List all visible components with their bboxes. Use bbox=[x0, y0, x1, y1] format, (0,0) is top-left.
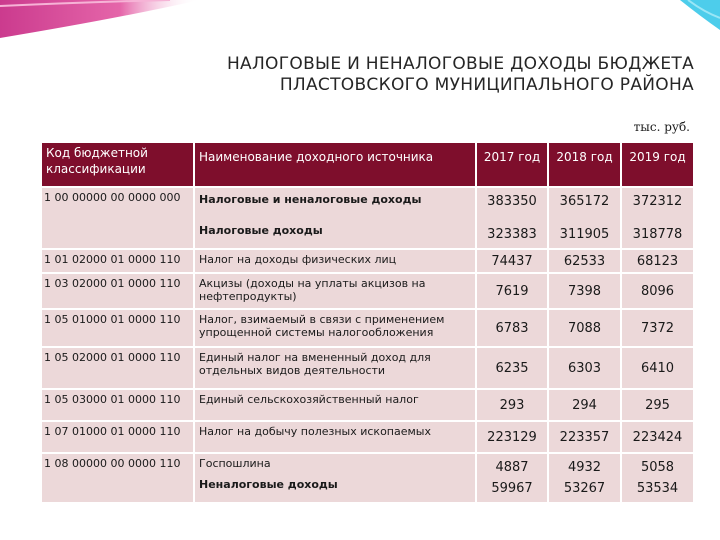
row-value-2018: 294 bbox=[548, 389, 621, 421]
row-value-2018: 311905 bbox=[559, 227, 610, 242]
row-value-2018: 7398 bbox=[548, 273, 621, 309]
row-value-2019: 6410 bbox=[621, 347, 694, 389]
row-code: 1 07 01000 01 0000 110 bbox=[42, 421, 194, 453]
row-value-2019: 8096 bbox=[621, 273, 694, 309]
row-value-2018: 62533 bbox=[548, 249, 621, 273]
row-value-2019: 5058 bbox=[640, 460, 675, 475]
row-value-2019: 318778 bbox=[632, 227, 683, 242]
row-name: Единый налог на вмененный доход для отдельных видов деятельности bbox=[194, 347, 476, 389]
table-row bbox=[42, 347, 694, 389]
row-value-2019: 295 bbox=[621, 389, 694, 421]
row-value-2017: 383350 bbox=[487, 194, 537, 209]
row-name: Налоговые и неналоговые доходы bbox=[199, 193, 422, 206]
row-value-2019: 68123 bbox=[621, 249, 694, 273]
row-value-2019: 223424 bbox=[621, 421, 694, 453]
decorative-ribbon-left bbox=[0, 0, 200, 40]
row-name: Акцизы (доходы на уплаты акцизов на нефтепродукты) bbox=[194, 273, 476, 309]
row-value-2019: 53534 bbox=[636, 481, 679, 496]
table-header-row bbox=[42, 143, 694, 187]
row-value-2017: 293 bbox=[476, 389, 548, 421]
row-value-2017: 6235 bbox=[476, 347, 548, 389]
row-code: 1 03 02000 01 0000 110 bbox=[42, 273, 194, 309]
table-row bbox=[42, 309, 694, 347]
header-2017: 2017 год bbox=[476, 143, 548, 187]
row-value-2018: 223357 bbox=[548, 421, 621, 453]
row-name: Налог на доходы физических лиц bbox=[194, 249, 476, 273]
row-value-2019: 7372 bbox=[621, 309, 694, 347]
header-2019: 2019 год bbox=[621, 143, 694, 187]
header-name: Наименование доходного источника bbox=[194, 143, 476, 187]
row-code: 1 05 01000 01 0000 110 bbox=[42, 309, 194, 347]
row-code: 1 05 02000 01 0000 110 bbox=[42, 347, 194, 389]
table-row bbox=[42, 273, 694, 309]
row-value-2017: 223129 bbox=[476, 421, 548, 453]
row-value-2018: 53267 bbox=[563, 481, 606, 496]
row-value-2019: 372312 bbox=[632, 194, 683, 209]
title-line-2: ПЛАСТОВСКОГО МУНИЦИПАЛЬНОГО РАЙОНА bbox=[279, 75, 694, 95]
row-name: Налоговые доходы bbox=[199, 224, 323, 237]
row-value-2017: 6783 bbox=[476, 309, 548, 347]
row-value-2018: 365172 bbox=[559, 194, 610, 209]
page-title bbox=[134, 54, 694, 96]
table-row bbox=[42, 249, 694, 273]
row-value-2017: 74437 bbox=[476, 249, 548, 273]
row-value-2017: 59967 bbox=[491, 481, 533, 496]
row-value-2017: 4887 bbox=[495, 460, 529, 475]
table-row bbox=[42, 421, 694, 453]
row-code: 1 01 02000 01 0000 110 bbox=[42, 249, 194, 273]
row-name: Налог на добычу полезных ископаемых bbox=[194, 421, 476, 453]
row-value-2017: 323383 bbox=[487, 227, 537, 242]
row-code: 1 05 03000 01 0000 110 bbox=[42, 389, 194, 421]
decorative-ribbon-right bbox=[660, 0, 720, 40]
table-row bbox=[42, 389, 694, 421]
row-name: Неналоговые доходы bbox=[199, 478, 338, 491]
row-value-2017: 7619 bbox=[476, 273, 548, 309]
row-name: Налог, взимаемый в связи с применением упрощенной системы налогообложения bbox=[194, 309, 476, 347]
table-row bbox=[42, 187, 694, 249]
revenue-table bbox=[42, 143, 695, 504]
header-2018: 2018 год bbox=[548, 143, 621, 187]
row-value-2018: 4932 bbox=[567, 460, 602, 475]
unit-label: тыс. руб. bbox=[633, 120, 690, 134]
row-code: 1 08 00000 00 0000 110 bbox=[42, 453, 194, 503]
row-code: 1 00 00000 00 0000 000 bbox=[42, 187, 194, 249]
row-name: Госпошлина bbox=[199, 457, 271, 470]
row-name: Единый сельскохозяйственный налог bbox=[194, 389, 476, 421]
header-code: Код бюджетной классификации bbox=[42, 143, 194, 187]
row-value-2018: 6303 bbox=[548, 347, 621, 389]
table-row bbox=[42, 453, 694, 503]
title-line-1: НАЛОГОВЫЕ И НЕНАЛОГОВЫЕ ДОХОДЫ БЮДЖЕТА bbox=[226, 54, 694, 74]
row-value-2018: 7088 bbox=[548, 309, 621, 347]
